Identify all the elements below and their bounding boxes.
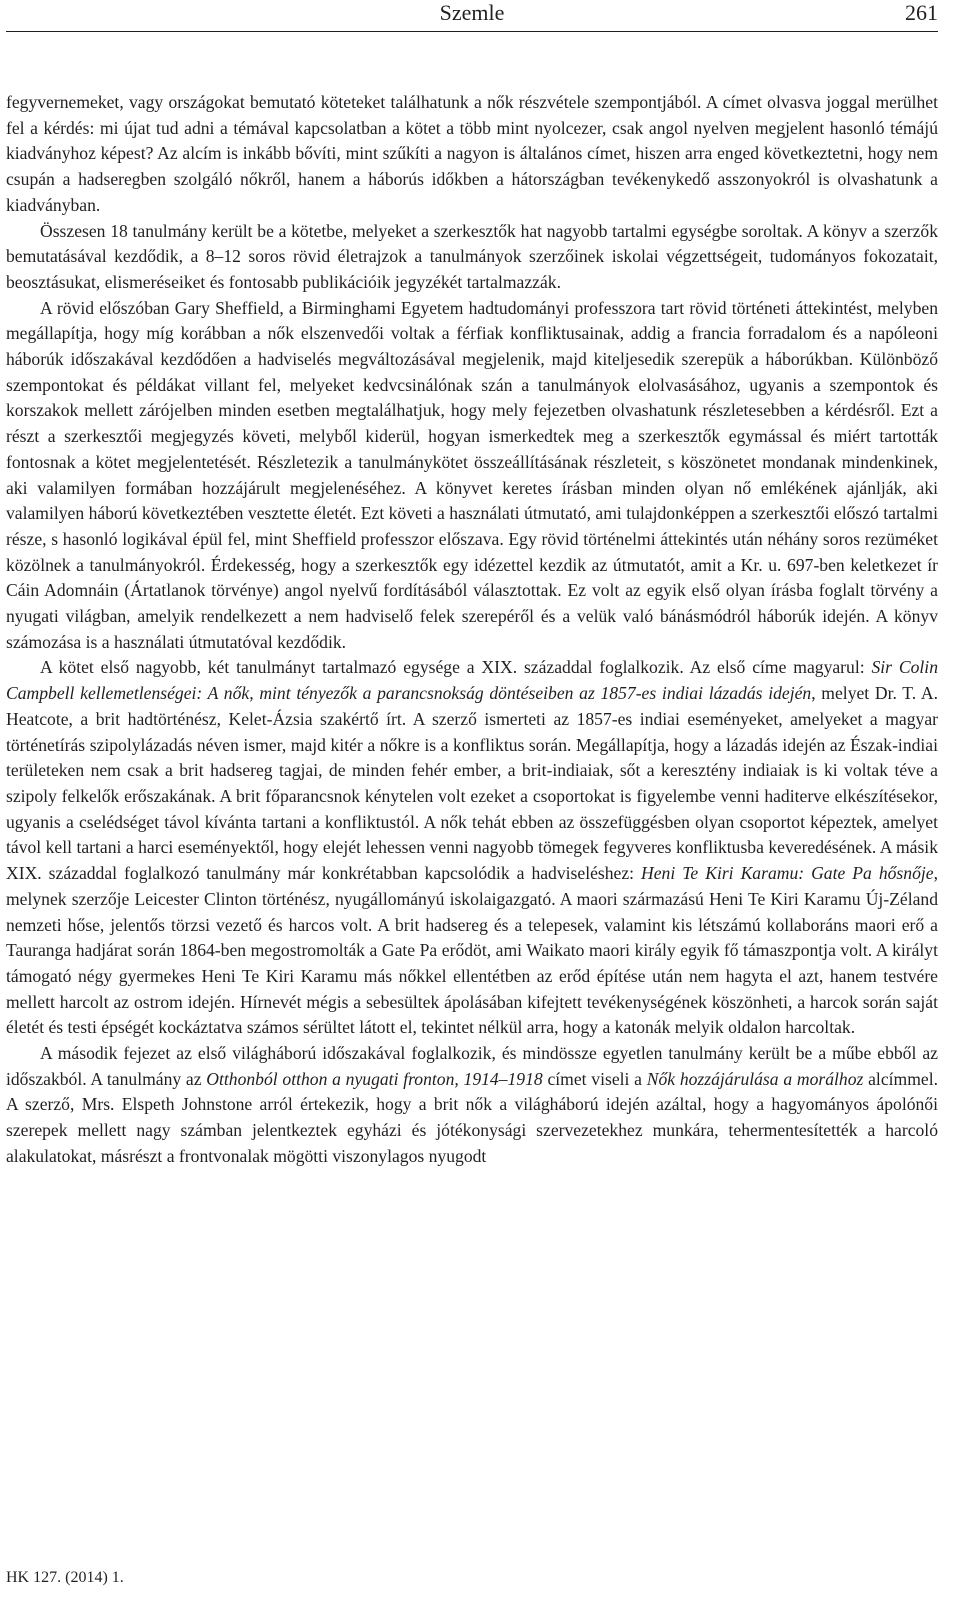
text-run: címet viseli a	[542, 1068, 647, 1089]
paragraph-4	[6, 655, 938, 1041]
italic-title: Heni Te Kiri Karamu: Gate Pa hősnője	[641, 863, 934, 884]
paragraph-3	[6, 296, 938, 656]
text-run: A kötet első nagyobb, két tanulmányt tartalmazó egysége a XIX. századdal foglalkozik. Az első címe magyarul:	[40, 657, 872, 678]
italic-title: Sir Colin Campbell kellemetlenségei: A nők, mint tényezők a parancsnokság döntéseiben az 1857-es indiai lázadás idején	[6, 657, 938, 704]
text-run: , melynek szerzője Leicester Clinton történész, nyugállományú iskolaigazgató. A maori származású Heni Te Kiri Karamu Új-Zéland nemzeti hőse, jelentős törzsi vezető és harcos volt. A brit hadsereg és a telepesek, valamint kis létszámú kollaboráns maori erő a Tauranga hadjárat során 1864-ben megostromolták a Gate Pa erődöt, ami Waikato maori király egyik fő támaszpontja volt. A királyt támogató négy gyermekes Heni Te Kiri Karamu más nőkkel ellentétben az erőd építése után nem hagyta el azt, hanem testvére mellett harcolt az ostrom idején. Hírnevét mégis a sebesültek ápolásában kifejtett tevékenységének köszönheti, a harcok során saját életét és testi épségét kockáztatva számos sérültet látott el, tekintet nélkül arra, hogy a katonák melyik oldalon harcoltak.	[6, 863, 938, 1038]
text-run: fegyvernemeket, vagy országokat bemutató köteteket találhatunk a nők részvétele szempontjából. A címet olvasva joggal merülhet fel a kérdés: mi újat tud adni a témával kapcsolatban a kötet a több mint nyolcezer, csak angol nyelven megjelent hasonló témájú kiadványhoz képest? Az alcím is inkább bővíti, mint szűkíti a nagyon is általános címet, hiszen arra enged következtetni, hogy nem csupán a hadseregben szolgáló nőkről, hanem a háborús időkben a hátországban tevékenykedő asszonyokról is olvashatunk a kiadványban.	[6, 92, 938, 215]
text-run: A rövid előszóban Gary Sheffield, a Birminghami Egyetem hadtudományi professzora tart rövid történeti áttekintést, melyben megállapítja, hogy míg korábban a nők elszenvedői voltak a férfiak konfliktusainak, addig a francia forradalom és a napóleoni háborúk időszakával kezdődően a hadviselés megváltozásával megjelenik, majd kiteljesedik szerepük a háborúkban. Különböző szempontokat és példákat villant fel, melyeket kedvcsinálónak szán a tanulmányok elolvasásához, ugyanis a szempontok és korszakok mellett zárójelben minden esetben megtalálhatjuk, hogy mely fejezetben olvashatunk részletesebben a kérdésről. Ezt a részt a szerkesztői megjegyzés követi, melyből kiderül, hogyan ismerkedtek meg a szerkesztők egymással és miért tartották fontosnak a kötet megjelentetését. Részletezik a tanulmánykötet összeállításának részleteit, s köszönetet mondanak mindenkinek, aki valamilyen formában hozzájárult megjelenéséhez. A könyvet keretes írásban minden olyan nő emlékének ajánlják, aki valamilyen háború következtében vesztette életét. Ezt követi a használati útmutató, ami tulajdonképpen a szerkesztői előszó tartalmi része, s hasonló logikával épül fel, mint Sheffield professzor előszava. Egy rövid történelmi áttekintés után néhány soros rezüméket közölnek a tanulmányokról. Érdekesség, hogy a szerkesztők egy idézettel kezdik az útmutatót, amit a Kr. u. 697-ben keletkezet ír Cáin Adomnáin (Ártatlanok törvénye) angol nyelvű fordításából választottak. Ez volt az egyik első olyan írásba foglalt törvény a nyugati világban, amelyik rendelkezett a nem hadviselő felek szerepéről és a velük való bánásmódról háborúk idején. A könyv számozása is a használati útmutatóval kezdődik.	[6, 297, 938, 652]
paragraph-1	[6, 90, 938, 219]
page-number: 261	[905, 0, 938, 25]
journal-reference: HK 127. (2014) 1.	[6, 1569, 124, 1586]
text-run: , melyet Dr. T. A. Heatcote, a brit hadtörténész, Kelet-Ázsia szakértő írt. A szerző ismerteti az 1857-es indiai eseményeket, amelyeket a magyar történetírás szipolylázadás néven ismer, majd kitér a nőkre is a konfliktus során. Megállapítja, hogy a lázadás idején az Észak-indiai területeken nem csak a brit hadsereg tagjai, de minden fehér ember, a brit-indiaiak, sőt a keresztény indiaiak is ki voltak téve a szipoly felkelők erőszakának. A brit főparancsnok kénytelen volt ezeket a csoportokat is figyelembe venni haditerve elkészítésekor, ugyanis a cselédséget távol kívánta tartani a konfliktustól. A nők tehát ebben az összefüggésben olyan csoportot képeztek, amelyet távol kell tartani a harci eseményektől, hogy elejét lehessen venni nagyobb tömegek fegyveres konfliktusba keveredésének. A másik XIX. századdal foglalkozó tanulmány már konkrétabban kapcsolódik a hadviseléshez:	[6, 683, 938, 884]
article-body	[6, 90, 938, 1170]
italic-title: Otthonból otthon a nyugati fronton, 1914–1918	[206, 1068, 543, 1089]
paragraph-2	[6, 219, 938, 296]
italic-title: Nők hozzájárulása a morálhoz	[646, 1068, 864, 1089]
running-header	[6, 0, 938, 32]
paragraph-5	[6, 1041, 938, 1170]
text-run: alcímmel. A szerző, Mrs. Elspeth Johnstone arról értekezik, hogy a brit nők a világháború idején azáltal, hogy a hagyományos ápolónői szerepek mellett nagy számban jelentkeztek egyházi és jótékonysági szervezetekhez munkára, tehermentesítették a harcoló alakulatokat, másrészt a frontvonalak mögötti viszonylagos nyugodt	[6, 1068, 938, 1166]
running-title: Szemle	[439, 0, 505, 25]
text-run: A második fejezet az első világháború időszakával foglalkozik, és mindössze egyetlen tanulmány került be a műbe ebből az időszakból. A tanulmány az	[6, 1043, 938, 1089]
text-run: Összesen 18 tanulmány került be a kötetbe, melyeket a szerkesztők hat nagyobb tartalmi egységbe soroltak. A könyv a szerzők bemutatásával kezdődik, a 8–12 soros rövid életrajzok a tanulmányok szerzőinek iskolai végzettségeit, tudományos fokozatait, beosztásukat, elismeréseiket és fontosabb publikációik jegyzékét tartalmazzák.	[6, 220, 938, 292]
